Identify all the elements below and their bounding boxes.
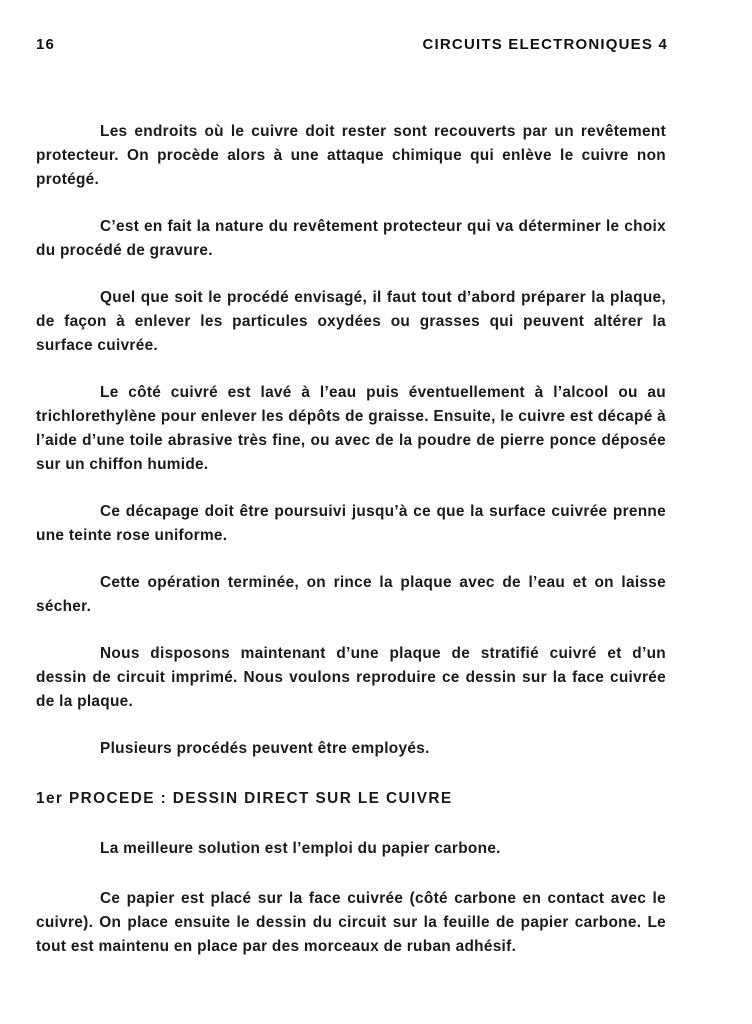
paragraph: Plusieurs procédés peuvent être employés. [100, 740, 430, 757]
paragraph: Ce papier est placé sur la face cuivrée (côté carbone en contact avec le cuivre). On place ensuite le dessin du circuit sur la feuille de papier carbone. Le tout est maintenu en place par des morceaux de ruban adhésif. [36, 890, 666, 955]
paragraph: C’est en fait la nature du revêtement protecteur qui va déterminer le choix du procédé de gravure. [36, 218, 666, 259]
body-text [36, 120, 666, 982]
paragraph: Nous disposons maintenant d’une plaque de stratifié cuivré et d’un dessin de circuit imprimé. Nous voulons reproduire ce dessin sur la face cuivrée de la plaque. [36, 645, 666, 710]
paragraph: Cette opération terminée, on rince la plaque avec de l’eau et on laisse sécher. [36, 574, 666, 615]
paragraph: Quel que soit le procédé envisagé, il faut tout d’abord préparer la plaque, de façon à enlever les particules oxydées ou grasses qui peuvent altérer la surface cuivrée. [36, 289, 666, 354]
paragraph: Les endroits où le cuivre doit rester sont recouverts par un revêtement protecteur. On procède alors à une attaque chimique qui enlève le cuivre non protégé. [36, 123, 666, 188]
running-header [36, 36, 668, 53]
running-title: CIRCUITS ELECTRONIQUES 4 [422, 36, 668, 53]
paragraph: Le côté cuivré est lavé à l’eau puis éventuellement à l’alcool ou au trichlorethylène pour enlever les dépôts de graisse. Ensuite, le cuivre est décapé à l’aide d’une toile abrasive très fine, ou avec de la poudre de pierre ponce déposée sur un chiffon humide. [36, 384, 666, 473]
page-number: 16 [36, 36, 56, 53]
paragraph: La meilleure solution est l’emploi du papier carbone. [100, 840, 501, 857]
paragraph: Ce décapage doit être poursuivi jusqu’à ce que la surface cuivrée prenne une teinte rose uniforme. [36, 503, 666, 544]
section-heading: 1er PROCEDE : DESSIN DIRECT SUR LE CUIVRE [36, 790, 453, 807]
